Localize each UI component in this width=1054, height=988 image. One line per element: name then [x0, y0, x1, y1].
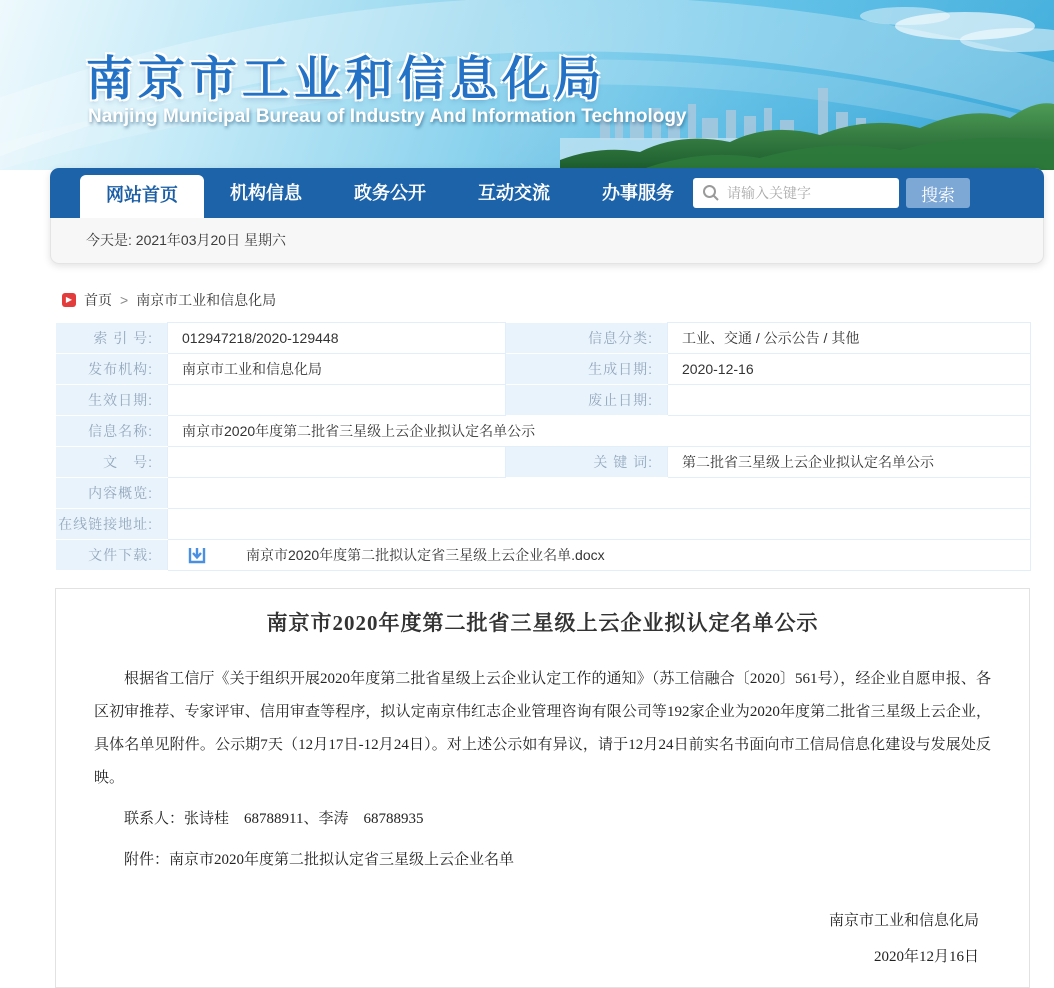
info-category-label: 信息分类: [506, 323, 668, 354]
content-overview-label: 内容概览: [56, 478, 168, 509]
table-row [56, 323, 1031, 354]
main-nav [50, 168, 1044, 218]
table-row [56, 416, 1031, 447]
tab-services[interactable]: 办事服务 [602, 183, 674, 203]
table-row [56, 447, 1031, 478]
keywords-label: 关 键 词: [506, 447, 668, 478]
info-name-value: 南京市2020年度第二批省三星级上云企业拟认定名单公示 [168, 416, 1031, 447]
date-bar [50, 218, 1044, 264]
article-body-paragraph: 根据省工信厅《关于组织开展2020年度第二批省星级上云企业认定工作的通知》（苏工信融合〔2020〕561号），经企业自愿申报、各区初审推荐、专家评审、信用审查等程序，拟认定南京伟红志企业管理咨询有限公司等192家企业为2020年度第二批省三星级上云企业，具体名单见附件。公示期7天（12月17日-12月24日）。对上述公示如有异议，请于12月24日前实名书面向市工信局信息化建设与发展处反映。 [94, 671, 991, 786]
signature-block [94, 903, 991, 975]
nav-card [50, 168, 1044, 264]
breadcrumb-arrow-icon: ▶ [62, 293, 76, 307]
article-panel [55, 588, 1030, 988]
publisher-label: 发布机构: [56, 354, 168, 385]
file-download-label: 文件下载: [56, 540, 168, 571]
contact-line: 联系人：张诗桂 68788911、李涛 68788935 [124, 811, 424, 827]
search-button[interactable]: 搜索 [906, 178, 970, 208]
site-title-english: Nanjing Municipal Bureau of Industry And Information Technology [88, 106, 687, 127]
document-info-table [55, 322, 1031, 571]
tab-government-affairs[interactable]: 政务公开 [354, 183, 426, 203]
search-box [693, 178, 970, 208]
publisher-value: 南京市工业和信息化局 [168, 354, 506, 385]
breadcrumb-home-link[interactable]: 首页 [84, 292, 112, 308]
table-row [56, 385, 1031, 416]
doc-number-label: 文 号: [56, 447, 168, 478]
repeal-date-label: 废止日期: [506, 385, 668, 416]
tab-home[interactable]: 网站首页 [80, 175, 204, 220]
info-category-value: 工业、交通 / 公示公告 / 其他 [668, 323, 1031, 354]
article-title: 南京市2020年度第二批省三星级上云企业拟认定名单公示 [266, 611, 819, 635]
signature-date: 2020年12月16日 [873, 949, 979, 965]
doc-number-value [168, 447, 506, 478]
table-row [56, 354, 1031, 385]
online-link-value [168, 509, 1031, 540]
table-row [56, 509, 1031, 540]
repeal-date-value [668, 385, 1031, 416]
signature-organization: 南京市工业和信息化局 [828, 913, 979, 929]
online-link-label: 在线链接地址: [56, 509, 168, 540]
current-date: 今天是: 2021年03月20日 星期六 [86, 232, 286, 248]
index-number-label: 索 引 号: [56, 323, 168, 354]
download-icon [188, 546, 206, 564]
table-row [56, 478, 1031, 509]
search-icon [702, 184, 720, 202]
keywords-value: 第二批省三星级上云企业拟认定名单公示 [668, 447, 1031, 478]
breadcrumb [62, 290, 276, 310]
info-name-label: 信息名称: [56, 416, 168, 447]
breadcrumb-current: 南京市工业和信息化局 [136, 292, 277, 308]
search-input[interactable] [693, 178, 899, 208]
effective-date-label: 生效日期: [56, 385, 168, 416]
effective-date-value [168, 385, 506, 416]
table-row [56, 540, 1031, 571]
content-overview-value [168, 478, 1031, 509]
index-number-value: 012947218/2020-129448 [168, 323, 506, 354]
site-title: 南京市工业和信息化局 [86, 52, 606, 105]
attachment-download-link[interactable]: 南京市2020年度第二批拟认定省三星级上云企业名单.docx [246, 547, 605, 563]
creation-date-label: 生成日期: [506, 354, 668, 385]
attachment-line: 附件：南京市2020年度第二批拟认定省三星级上云企业名单 [124, 852, 515, 868]
tab-interaction[interactable]: 互动交流 [478, 183, 550, 203]
nav-tabs [80, 168, 700, 218]
creation-date-value: 2020-12-16 [668, 354, 1031, 385]
tab-organization-info[interactable]: 机构信息 [230, 183, 302, 203]
site-banner [0, 0, 1054, 170]
breadcrumb-separator: > [120, 292, 129, 308]
